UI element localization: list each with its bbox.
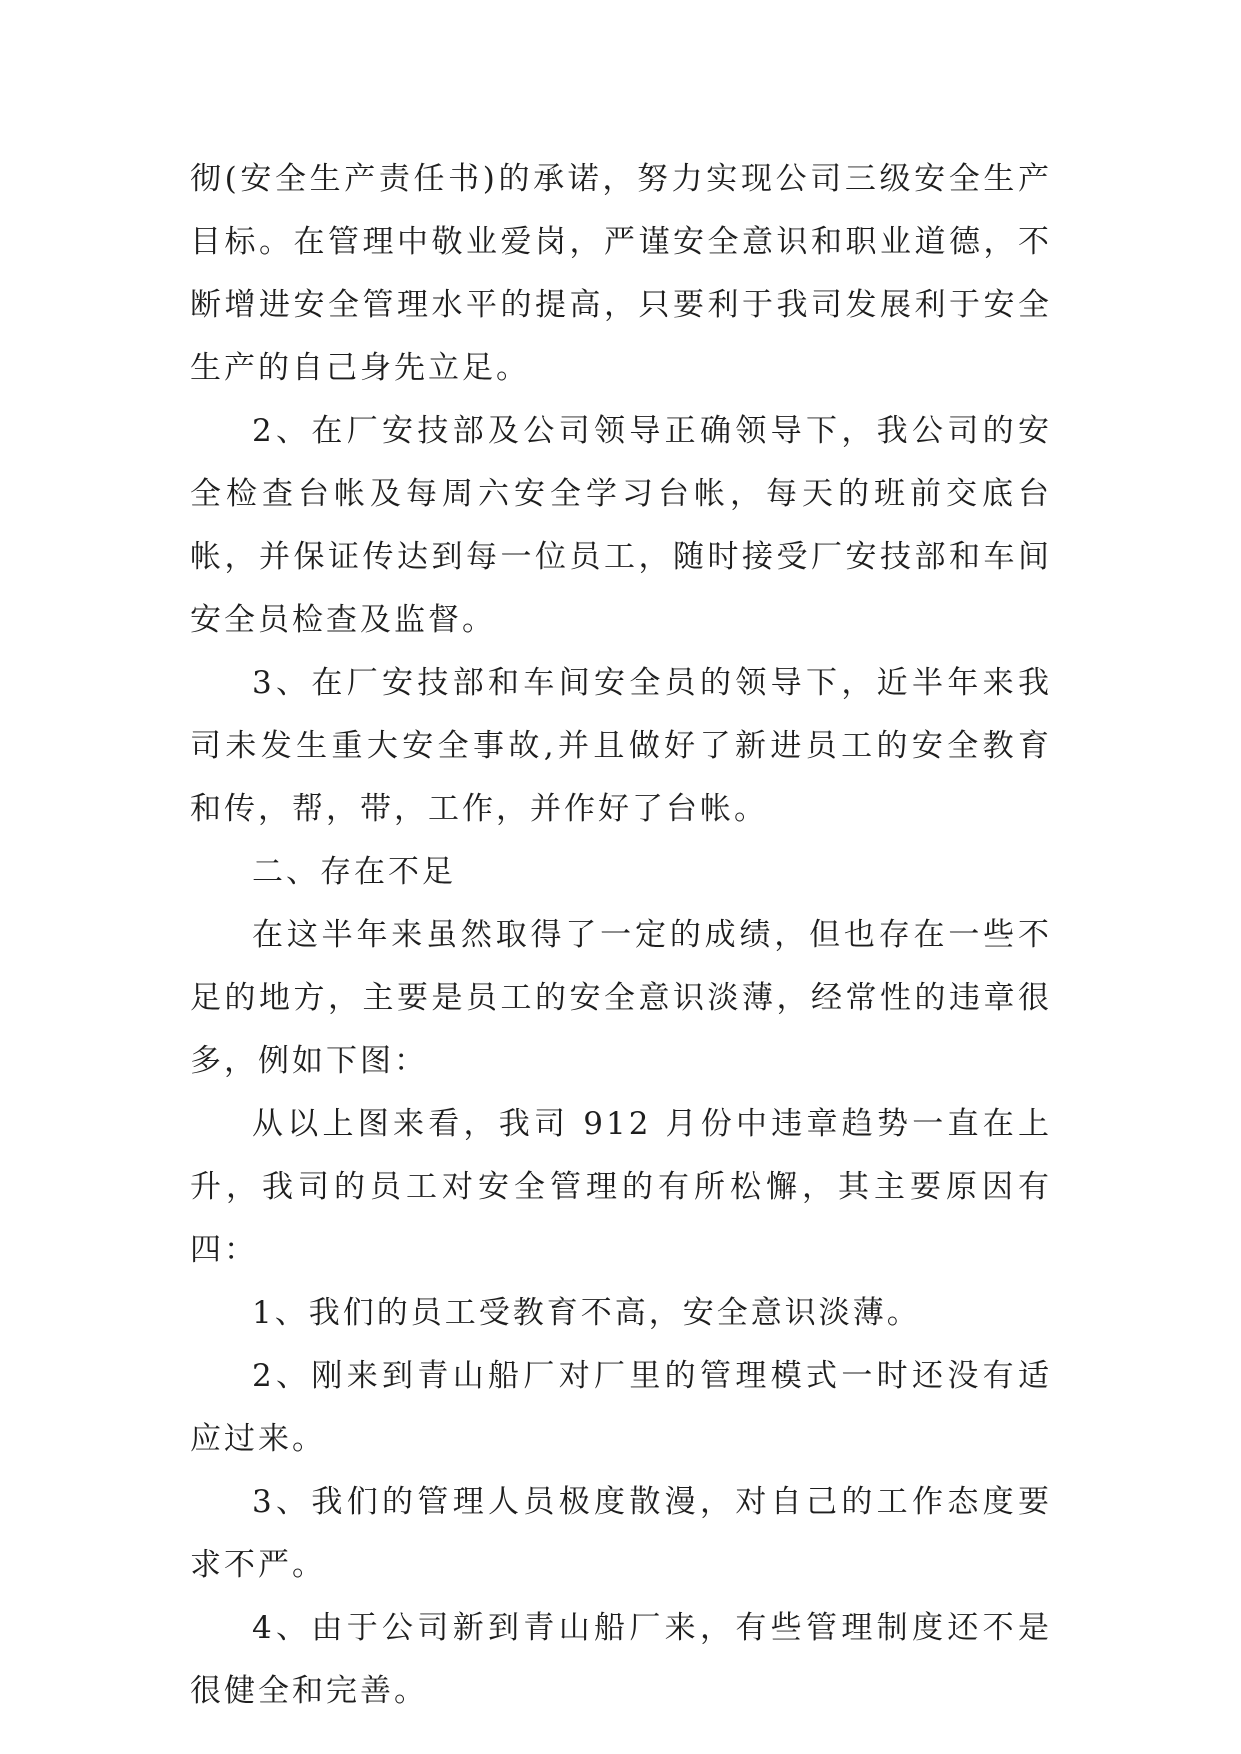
reason-item-4: 4、由于公司新到青山船厂来，有些管理制度还不是很健全和完善。 — [190, 1610, 1052, 1709]
section-heading-shortcomings: 二、存在不足 — [252, 854, 456, 890]
paragraph-trend-analysis: 从以上图来看，我司 912 月份中违章趋势一直在上升，我司的员工对安全管理的有所松懈，其主要原因有四： — [190, 1106, 1052, 1268]
reason-item-3: 3、我们的管理人员极度散漫，对自己的工作态度要求不严。 — [190, 1484, 1052, 1583]
paragraph-item-3: 3、在厂安技部和车间安全员的领导下，近半年来我司未发生重大安全事故,并且做好了新进员工的安全教育和传，帮，带，工作，并作好了台帐。 — [190, 665, 1052, 827]
reason-item-2: 2、刚来到青山船厂对厂里的管理模式一时还没有适应过来。 — [190, 1358, 1052, 1457]
document-body — [190, 148, 1052, 1723]
paragraph-item-2: 2、在厂安技部及公司领导正确领导下，我公司的安全检查台帐及每周六安全学习台帐，每天的班前交底台帐，并保证传达到每一位员工，随时接受厂安技部和车间安全员检查及监督。 — [190, 413, 1052, 638]
paragraph-shortcomings-intro: 在这半年来虽然取得了一定的成绩，但也存在一些不足的地方，主要是员工的安全意识淡薄，经常性的违章很多，例如下图： — [190, 917, 1052, 1079]
reason-item-1: 1、我们的员工受教育不高，安全意识淡薄。 — [252, 1295, 921, 1331]
paragraph-continuation: 彻(安全生产责任书)的承诺，努力实现公司三级安全生产目标。在管理中敬业爱岗，严谨安全意识和职业道德，不断增进安全管理水平的提高，只要利于我司发展利于安全生产的自己身先立足。 — [190, 161, 1052, 386]
